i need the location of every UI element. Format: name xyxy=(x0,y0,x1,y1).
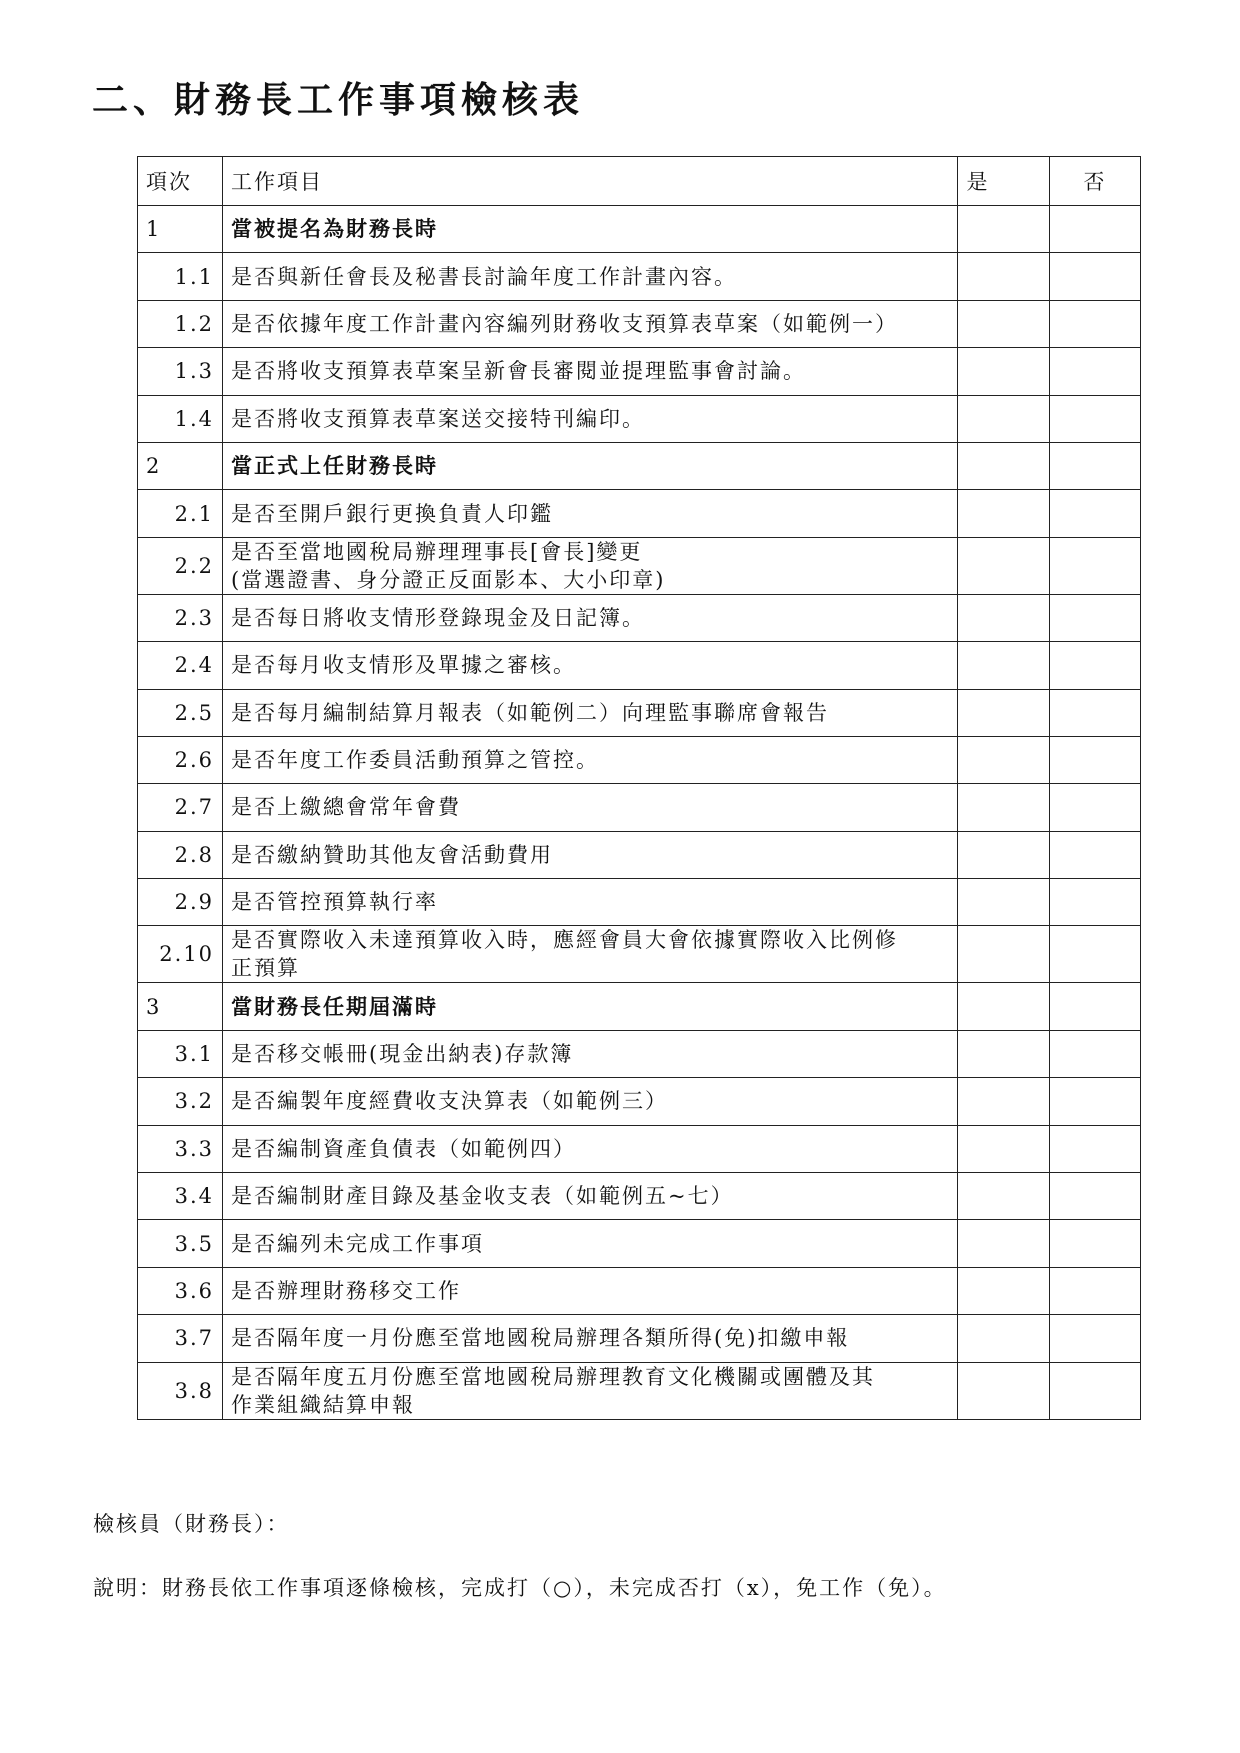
no-check-cell[interactable] xyxy=(1049,395,1140,442)
header-row xyxy=(138,157,1141,206)
yes-check-cell[interactable] xyxy=(958,784,1049,831)
item-number: 1.2 xyxy=(138,300,223,347)
table-row xyxy=(138,490,1141,537)
no-check-cell[interactable] xyxy=(1049,1030,1140,1077)
item-text-line: 是否實際收入未達預算收入時，應經會員大會依據實際收入比例修 xyxy=(231,928,899,953)
header-no: 否 xyxy=(1049,157,1140,206)
no-check-cell[interactable] xyxy=(1049,300,1140,347)
item-text xyxy=(223,831,958,878)
no-check-cell[interactable] xyxy=(1049,253,1140,300)
item-number: 3.6 xyxy=(138,1267,223,1314)
item-text-line: 是否編制資產負債表（如範例四） xyxy=(231,1136,577,1161)
table-row xyxy=(138,1362,1141,1419)
no-check-cell[interactable] xyxy=(1049,831,1140,878)
table-row xyxy=(138,831,1141,878)
yes-check-cell[interactable] xyxy=(958,1078,1049,1125)
no-check-cell[interactable] xyxy=(1049,736,1140,783)
yes-check-cell[interactable] xyxy=(958,983,1049,1030)
yes-check-cell[interactable] xyxy=(958,736,1049,783)
item-text xyxy=(223,1125,958,1172)
table-row xyxy=(138,784,1141,831)
yes-check-cell[interactable] xyxy=(958,1030,1049,1077)
table-row xyxy=(138,348,1141,395)
yes-check-cell[interactable] xyxy=(958,594,1049,641)
no-check-cell[interactable] xyxy=(1049,594,1140,641)
no-check-cell[interactable] xyxy=(1049,983,1140,1030)
table-row xyxy=(138,395,1141,442)
item-text xyxy=(223,689,958,736)
table-row xyxy=(138,1030,1141,1077)
yes-check-cell[interactable] xyxy=(958,300,1049,347)
item-text-line: 是否上繳總會常年會費 xyxy=(231,795,462,820)
table-row xyxy=(138,1125,1141,1172)
table-row xyxy=(138,594,1141,641)
item-number: 3.1 xyxy=(138,1030,223,1077)
item-text-line: 是否繳納贊助其他友會活動費用 xyxy=(231,842,554,867)
item-text xyxy=(223,1030,958,1077)
item-text xyxy=(223,1173,958,1220)
yes-check-cell[interactable] xyxy=(958,490,1049,537)
table-row xyxy=(138,1267,1141,1314)
item-text xyxy=(223,642,958,689)
yes-check-cell[interactable] xyxy=(958,253,1049,300)
no-check-cell[interactable] xyxy=(1049,1267,1140,1314)
item-number: 3.4 xyxy=(138,1173,223,1220)
item-text-line: 是否將收支預算表草案送交接特刊編印。 xyxy=(231,406,646,431)
yes-check-cell[interactable] xyxy=(958,642,1049,689)
item-number: 3.7 xyxy=(138,1315,223,1362)
yes-check-cell[interactable] xyxy=(958,395,1049,442)
item-text-line: 是否每月編制結算月報表（如範例二）向理監事聯席會報告 xyxy=(231,700,830,725)
item-number: 1 xyxy=(138,206,223,253)
item-text-line: 是否編制財產目錄及基金收支表（如範例五~七） xyxy=(231,1184,734,1209)
table-row xyxy=(138,736,1141,783)
yes-check-cell[interactable] xyxy=(958,879,1049,926)
yes-check-cell[interactable] xyxy=(958,442,1049,489)
yes-check-cell[interactable] xyxy=(958,1362,1049,1419)
item-text xyxy=(223,1362,958,1419)
yes-check-cell[interactable] xyxy=(958,831,1049,878)
item-text xyxy=(223,784,958,831)
item-text xyxy=(223,348,958,395)
item-number: 2.9 xyxy=(138,879,223,926)
no-check-cell[interactable] xyxy=(1049,784,1140,831)
item-number: 2.3 xyxy=(138,594,223,641)
item-text-line: 是否至開戶銀行更換負責人印鑑 xyxy=(231,501,554,526)
item-number: 1.1 xyxy=(138,253,223,300)
item-number: 3.2 xyxy=(138,1078,223,1125)
item-number: 2 xyxy=(138,442,223,489)
no-check-cell[interactable] xyxy=(1049,206,1140,253)
item-text xyxy=(223,1315,958,1362)
item-text-line: 當被提名為財務長時 xyxy=(231,217,439,242)
no-check-cell[interactable] xyxy=(1049,1315,1140,1362)
header-work-item: 工作項目 xyxy=(223,157,958,206)
no-check-cell[interactable] xyxy=(1049,926,1140,983)
item-text-line: 是否隔年度一月份應至當地國稅局辦理各類所得(免)扣繳申報 xyxy=(231,1326,850,1351)
no-check-cell[interactable] xyxy=(1049,442,1140,489)
item-number: 2.1 xyxy=(138,490,223,537)
no-check-cell[interactable] xyxy=(1049,1220,1140,1267)
yes-check-cell[interactable] xyxy=(958,1173,1049,1220)
item-number: 1.4 xyxy=(138,395,223,442)
item-text xyxy=(223,1220,958,1267)
item-text xyxy=(223,395,958,442)
header-item-number: 項次 xyxy=(138,157,223,206)
yes-check-cell[interactable] xyxy=(958,926,1049,983)
section-title xyxy=(223,442,958,489)
item-number: 2.10 xyxy=(138,926,223,983)
no-check-cell[interactable] xyxy=(1049,1173,1140,1220)
no-check-cell[interactable] xyxy=(1049,879,1140,926)
section-title xyxy=(223,206,958,253)
yes-check-cell[interactable] xyxy=(958,206,1049,253)
item-text xyxy=(223,1267,958,1314)
item-number: 2.4 xyxy=(138,642,223,689)
item-number: 3.5 xyxy=(138,1220,223,1267)
header-yes: 是 xyxy=(958,157,1049,206)
item-text-line: 是否依據年度工作計畫內容編列財務收支預算表草案（如範例一） xyxy=(231,311,899,336)
item-text-line: 是否與新任會長及秘書長討論年度工作計畫內容。 xyxy=(231,264,738,289)
yes-check-cell[interactable] xyxy=(958,348,1049,395)
item-number: 2.6 xyxy=(138,736,223,783)
table-row xyxy=(138,537,1141,594)
yes-check-cell[interactable] xyxy=(958,1315,1049,1362)
table-row xyxy=(138,879,1141,926)
item-text-line: 是否至當地國稅局辦理理事長[會長]變更 xyxy=(231,539,643,564)
item-number: 2.7 xyxy=(138,784,223,831)
item-text-line: 是否每月收支情形及單據之審核。 xyxy=(231,653,577,678)
item-text-line: 是否移交帳冊(現金出納表)存款簿 xyxy=(231,1042,574,1067)
yes-check-cell[interactable] xyxy=(958,537,1049,594)
table-row xyxy=(138,926,1141,983)
item-number: 2.2 xyxy=(138,537,223,594)
no-check-cell[interactable] xyxy=(1049,537,1140,594)
no-check-cell[interactable] xyxy=(1049,490,1140,537)
table-row xyxy=(138,300,1141,347)
item-text xyxy=(223,490,958,537)
item-text-line: 是否辦理財務移交工作 xyxy=(231,1279,462,1303)
item-text xyxy=(223,537,958,594)
section-row xyxy=(138,206,1141,253)
section-row xyxy=(138,983,1141,1030)
item-number: 3 xyxy=(138,983,223,1030)
instruction-note: 說明：財務長依工作事項逐條檢核，完成打（○），未完成否打（x），免工作（免）。 xyxy=(93,1576,947,1600)
yes-check-cell[interactable] xyxy=(958,689,1049,736)
item-text-line: 是否編製年度經費收支決算表（如範例三） xyxy=(231,1089,669,1114)
table-row xyxy=(138,1078,1141,1125)
table-row xyxy=(138,642,1141,689)
checklist-table xyxy=(137,156,1141,1420)
item-text-line: 是否每日將收支情形登錄現金及日記簿。 xyxy=(231,605,646,630)
item-text xyxy=(223,879,958,926)
yes-check-cell[interactable] xyxy=(958,1220,1049,1267)
table-row xyxy=(138,1315,1141,1362)
item-number: 1.3 xyxy=(138,348,223,395)
item-text-line: 當財務長任期屆滿時 xyxy=(231,994,439,1019)
section-title xyxy=(223,983,958,1030)
table-row xyxy=(138,1220,1141,1267)
item-number: 2.5 xyxy=(138,689,223,736)
item-text-line: 作業組織結算申報 xyxy=(231,1392,416,1417)
no-check-cell[interactable] xyxy=(1049,1362,1140,1419)
page-title: 二、財務長工作事項檢核表 xyxy=(92,80,585,121)
section-row xyxy=(138,442,1141,489)
item-text xyxy=(223,736,958,783)
table-row xyxy=(138,1173,1141,1220)
item-number: 2.8 xyxy=(138,831,223,878)
item-text xyxy=(223,594,958,641)
no-check-cell[interactable] xyxy=(1049,1125,1140,1172)
item-text xyxy=(223,1078,958,1125)
item-text-line: 正預算 xyxy=(231,956,301,981)
item-text-line: 是否隔年度五月份應至當地國稅局辦理教育文化機關或團體及其 xyxy=(231,1364,876,1389)
item-text-line: (當選證書、身分證正反面影本、大小印章) xyxy=(231,567,666,592)
item-text xyxy=(223,926,958,983)
item-number: 3.8 xyxy=(138,1362,223,1419)
table-row xyxy=(138,253,1141,300)
no-check-cell[interactable] xyxy=(1049,642,1140,689)
no-check-cell[interactable] xyxy=(1049,689,1140,736)
no-check-cell[interactable] xyxy=(1049,348,1140,395)
yes-check-cell[interactable] xyxy=(958,1125,1049,1172)
item-text-line: 是否年度工作委員活動預算之管控。 xyxy=(231,748,600,773)
item-number: 3.3 xyxy=(138,1125,223,1172)
yes-check-cell[interactable] xyxy=(958,1267,1049,1314)
item-text-line: 是否將收支預算表草案呈新會長審閱並提理監事會討論。 xyxy=(231,359,807,384)
item-text-line: 是否管控預算執行率 xyxy=(231,890,439,915)
item-text-line: 當正式上任財務長時 xyxy=(231,454,439,479)
no-check-cell[interactable] xyxy=(1049,1078,1140,1125)
item-text xyxy=(223,253,958,300)
item-text xyxy=(223,300,958,347)
table-row xyxy=(138,689,1141,736)
item-text-line: 是否編列未完成工作事項 xyxy=(231,1231,485,1256)
reviewer-label: 檢核員（財務長）： xyxy=(93,1512,290,1536)
